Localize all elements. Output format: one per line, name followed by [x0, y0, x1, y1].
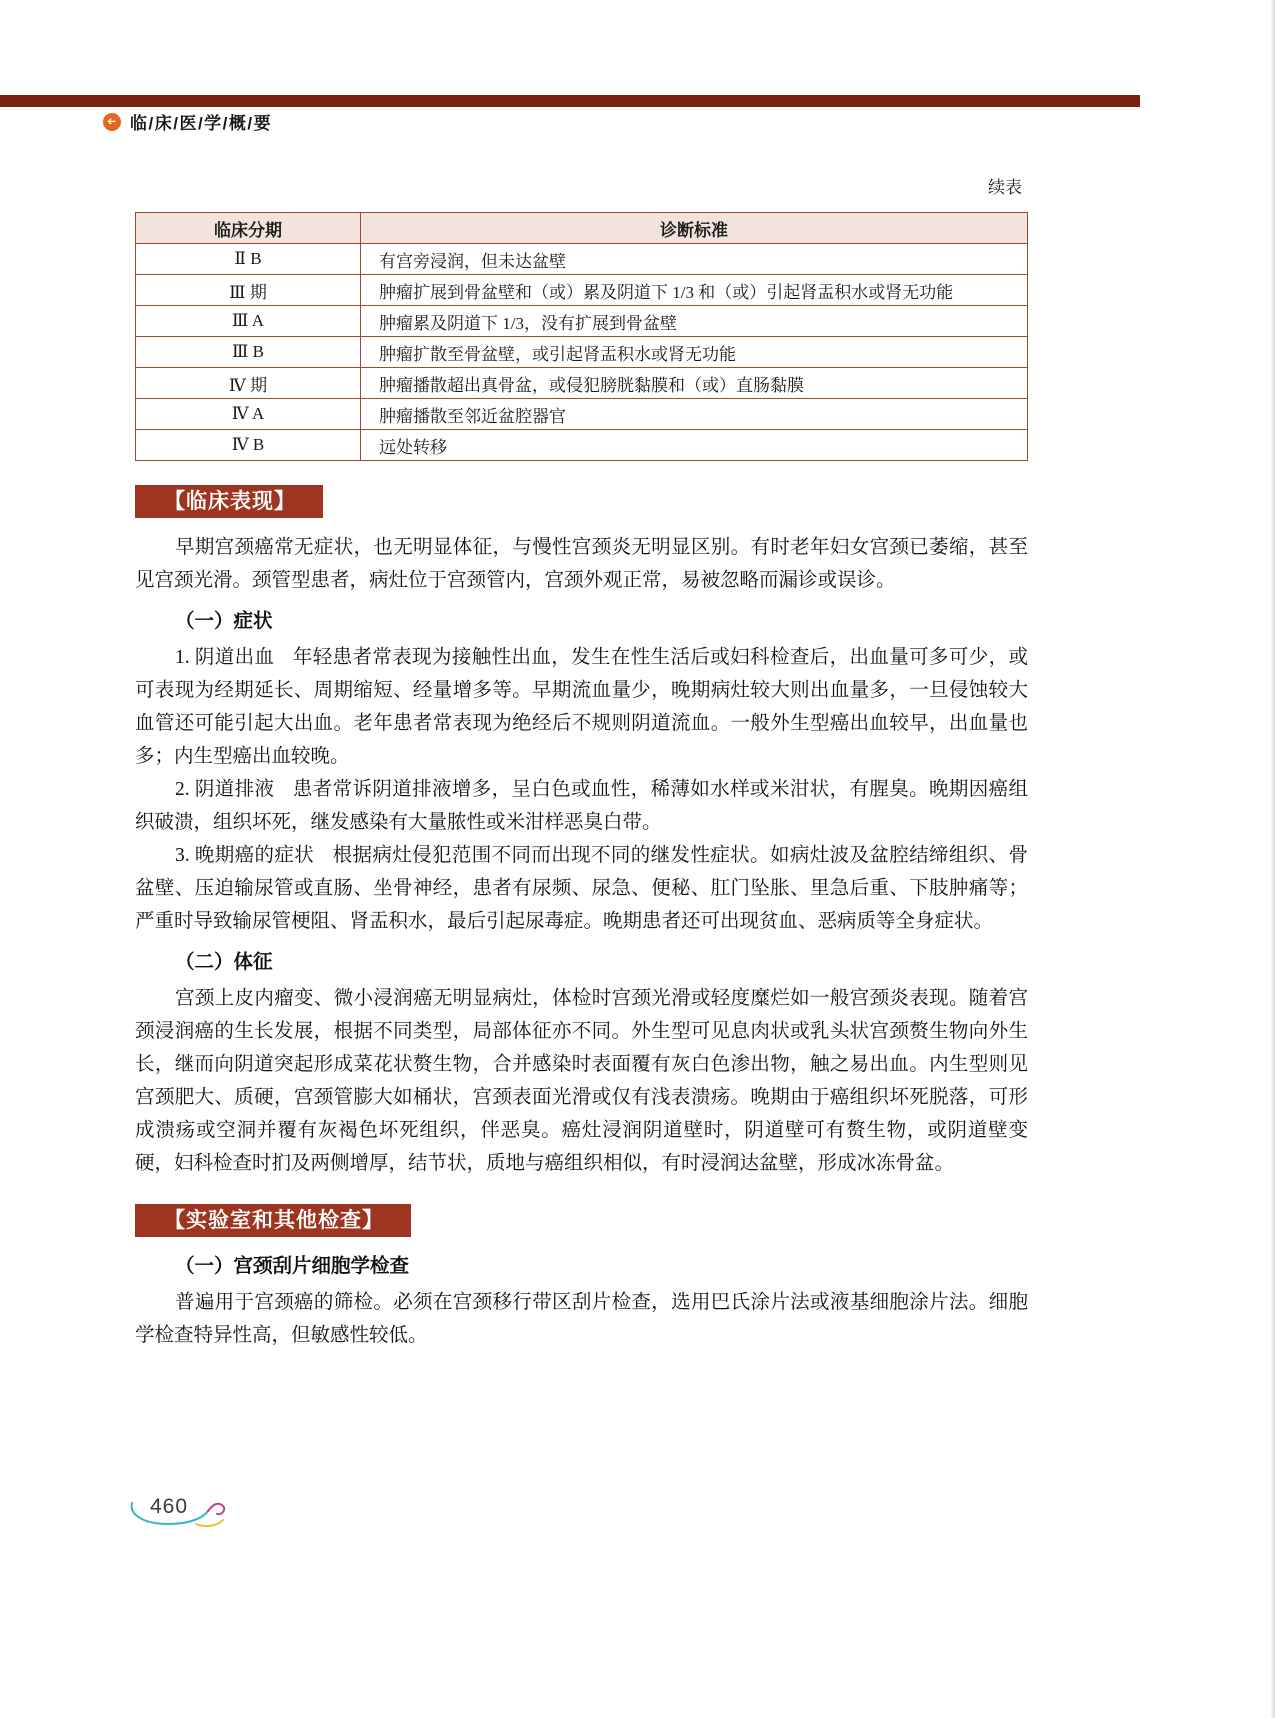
book-title: 临/床/医/学/概/要 [130, 114, 273, 133]
paragraph-lab-text: 普遍用于宫颈癌的筛检。必须在宫颈移行带区刮片检查，选用巴氏涂片法或液基细胞涂片法。细胞学检查特异性高，但敏感性较低。 [135, 1292, 1028, 1346]
item-text: 患者常诉阴道排液增多，呈白色或血性，稀薄如水样或米泔状，有腥臭。晚期因癌组织破溃，组织坏死，继发感染有大量脓性或米泔样恶臭白带。 [135, 779, 1028, 833]
criteria-cell: 肿瘤累及阴道下 1/3，没有扩展到骨盆壁 [361, 306, 1028, 337]
criteria-cell: 有宫旁浸润，但未达盆壁 [361, 244, 1028, 275]
criteria-cell: 肿瘤扩散至骨盆壁，或引起肾盂积水或肾无功能 [361, 337, 1028, 368]
running-header [103, 109, 272, 134]
paragraph-symptom-vaginal-discharge [135, 773, 1028, 839]
stage-cell: Ⅳ A [136, 399, 361, 430]
header-rule-bar [0, 95, 1140, 107]
page-number: 460 [150, 1495, 189, 1518]
table-row [136, 368, 1028, 399]
paragraph-signs: 宫颈上皮内瘤变、微小浸润癌无明显病灶，体检时宫颈光滑或轻度糜烂如一般宫颈炎表现。随着宫颈浸润癌的生长发展，根据不同类型，局部体征亦不同。外生型可见息肉状或乳头状宫颈赘生物向外生长，继而向阴道突起形成菜花状赘生物，合并感染时表面覆有灰白色渗出物，触之易出血。内生型则见宫颈肥大、质硬，宫颈管膨大如桶状，宫颈表面光滑或仅有浅表溃疡。晚期由于癌组织坏死脱落，可形成溃疡或空洞并覆有灰褐色坏死组织，伴恶臭。癌灶浸润阴道壁时，阴道壁可有赘生物，或阴道壁变硬，妇科检查时扪及两侧增厚，结节状，质地与癌组织相似，有时浸润达盆壁，形成冰冻骨盆。 [135, 988, 1028, 1174]
item-lead: 2. 阴道排液 [174, 779, 275, 800]
stage-cell: Ⅱ B [136, 244, 361, 275]
page-content [135, 170, 1028, 1352]
criteria-cell: 远处转移 [361, 430, 1028, 461]
circle-arrow-icon: ➔ [103, 113, 121, 131]
criteria-cell: 肿瘤播散至邻近盆腔器官 [361, 399, 1028, 430]
subheading-cervical-smear: （一）宫颈刮片细胞学检查 [174, 1256, 409, 1277]
item-lead: 3. 晚期癌的症状 [174, 845, 315, 866]
table-row [136, 306, 1028, 337]
stage-cell: Ⅲ B [136, 337, 361, 368]
section-heading-clinical-manifestations: 【临床表现】 [135, 485, 323, 518]
criteria-cell: 肿瘤扩展到骨盆壁和（或）累及阴道下 1/3 和（或）引起肾盂积水或肾无功能 [361, 275, 1028, 306]
staging-table [135, 212, 1028, 461]
column-header-criteria: 诊断标准 [361, 213, 1028, 244]
table-row [136, 430, 1028, 461]
subheading-signs: （二）体征 [174, 952, 273, 973]
table-row [136, 275, 1028, 306]
item-lead: 1. 阴道出血 [174, 647, 275, 668]
paragraph-intro: 早期宫颈癌常无症状，也无明显体征，与慢性宫颈炎无明显区别。有时老年妇女宫颈已萎缩，甚至见宫颈光滑。颈管型患者，病灶位于宫颈管内，宫颈外观正常，易被忽略而漏诊或误诊。 [135, 537, 1028, 591]
table-header-row [136, 213, 1028, 244]
stage-cell: Ⅲ A [136, 306, 361, 337]
page-edge-shadow [1270, 0, 1275, 1718]
paragraph-symptom-late-stage [135, 839, 1028, 938]
criteria-cell: 肿瘤播散超出真骨盆，或侵犯膀胱黏膜和（或）直肠黏膜 [361, 368, 1028, 399]
table-continued-label: 续表 [988, 178, 1022, 197]
stage-cell: Ⅳ 期 [136, 368, 361, 399]
table-row [136, 244, 1028, 275]
item-text: 根据病灶侵犯范围不同而出现不同的继发性症状。如病灶波及盆腔结缔组织、骨盆壁、压迫输尿管或直肠、坐骨神经，患者有尿频、尿急、便秘、肛门坠胀、里急后重、下肢肿痛等；严重时导致输尿管梗阻、肾盂积水，最后引起尿毒症。晚期患者还可出现贫血、恶病质等全身症状。 [135, 845, 1028, 932]
subheading-symptoms: （一）症状 [174, 611, 273, 632]
paragraph-symptom-vaginal-bleeding [135, 641, 1028, 773]
stage-cell: Ⅲ 期 [136, 275, 361, 306]
table-row [136, 337, 1028, 368]
column-header-stage: 临床分期 [136, 213, 361, 244]
stage-cell: Ⅳ B [136, 430, 361, 461]
page-footer [126, 1490, 230, 1532]
table-row [136, 399, 1028, 430]
section-heading-lab-tests: 【实验室和其他检查】 [135, 1204, 411, 1237]
item-text: 年轻患者常表现为接触性出血，发生在性生活后或妇科检查后，出血量可多可少，或可表现为经期延长、周期缩短、经量增多等。早期流血量少，晚期病灶较大则出血量多，一旦侵蚀较大血管还可能引起大出血。老年患者常表现为绝经后不规则阴道流血。一般外生型癌出血较早，出血量也多；内生型癌出血较晚。 [135, 647, 1028, 767]
